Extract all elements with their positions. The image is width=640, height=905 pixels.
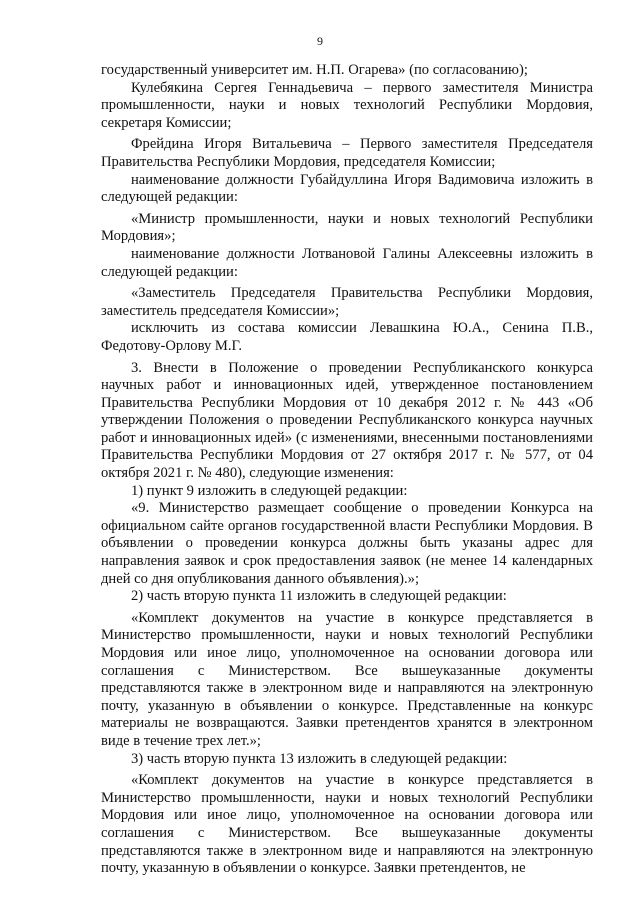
- paragraph: «Заместитель Председателя Правительства Республики Мордовия, заместитель председателя Комиссии»;: [101, 285, 593, 319]
- paragraph: 1) пункт 9 изложить в следующей редакции:: [131, 482, 408, 499]
- paragraph: 2) часть вторую пункта 11 изложить в следующей редакции:: [131, 588, 507, 605]
- paragraph: «Комплект документов на участие в конкурсе представляется в Министерство промышленности, науки и новых технологий Республики Мордовия или иное лицо, уполномоченное на основании договора или соглашения с Министерством. Все вышеуказанные документы представляются также в электронном виде и направляются на электронную почту, указанную в объявлении о конкурсе. Заявки претендентов, не: [101, 772, 593, 877]
- paragraph: Кулебякина Сергея Геннадьевича – первого заместителя Министра промышленности, науки и новых технологий Республики Мордовия, секретаря Комиссии;: [101, 79, 593, 131]
- page-number: 9: [317, 34, 323, 48]
- paragraph: наименование должности Губайдуллина Игоря Вадимовича изложить в следующей редакции:: [101, 171, 593, 206]
- paragraph: Фрейдина Игоря Витальевича – Первого заместителя Председателя Правительства Республики Мордовия, председателя Комиссии;: [101, 136, 593, 170]
- paragraph: исключить из состава комиссии Левашкина Ю.А., Сенина П.В., Федотову-Орлову М.Г.: [101, 320, 593, 354]
- paragraph: 3) часть вторую пункта 13 изложить в следующей редакции:: [131, 750, 508, 767]
- paragraph: государственный университет им. Н.П. Огарева» (по согласованию);: [101, 62, 528, 78]
- paragraph: «Комплект документов на участие в конкурсе представляется в Министерство промышленности, науки и новых технологий Республики Мордовия или иное лицо, уполномоченное на основании договора или соглашения с Министерством. Все вышеуказанные документы представляются также в электронном виде и направляются на электронную почту, указанную в объявлении о конкурсе. Представленные на конкурс материалы не возвращаются. Заявки претендентов хранятся в электронном виде в течение трех лет.»;: [101, 609, 593, 749]
- paragraph: «9. Министерство размещает сообщение о проведении Конкурса на официальном сайте органов государственной власти Республики Мордовия. В объявлении о проведении конкурса должны быть указаны адрес для направления заявок и срок предоставления заявок (не менее 14 календарных дней со дня опубликования данного объявления).»;: [101, 500, 593, 587]
- paragraph: 3. Внести в Положение о проведении Республиканского конкурса научных работ и инновационных идей, утвержденное постановлением Правительства Республики Мордовия от 10 декабря 2012 г. № 443 «Об утверждении Положения о проведении Республиканского конкурса научных работ и инновационных идей» (с изменениями, внесенными постановлениями Правительства Республики Мордовия от 27 октября 2017 г. № 577, от 04 октября 2021 г. № 480), следующие изменения:: [101, 359, 593, 482]
- document-body: [101, 62, 593, 878]
- paragraph: наименование должности Лотвановой Галины Алексеевны изложить в следующей редакции:: [101, 245, 593, 280]
- paragraph: «Министр промышленности, науки и новых технологий Республики Мордовия»;: [101, 210, 593, 245]
